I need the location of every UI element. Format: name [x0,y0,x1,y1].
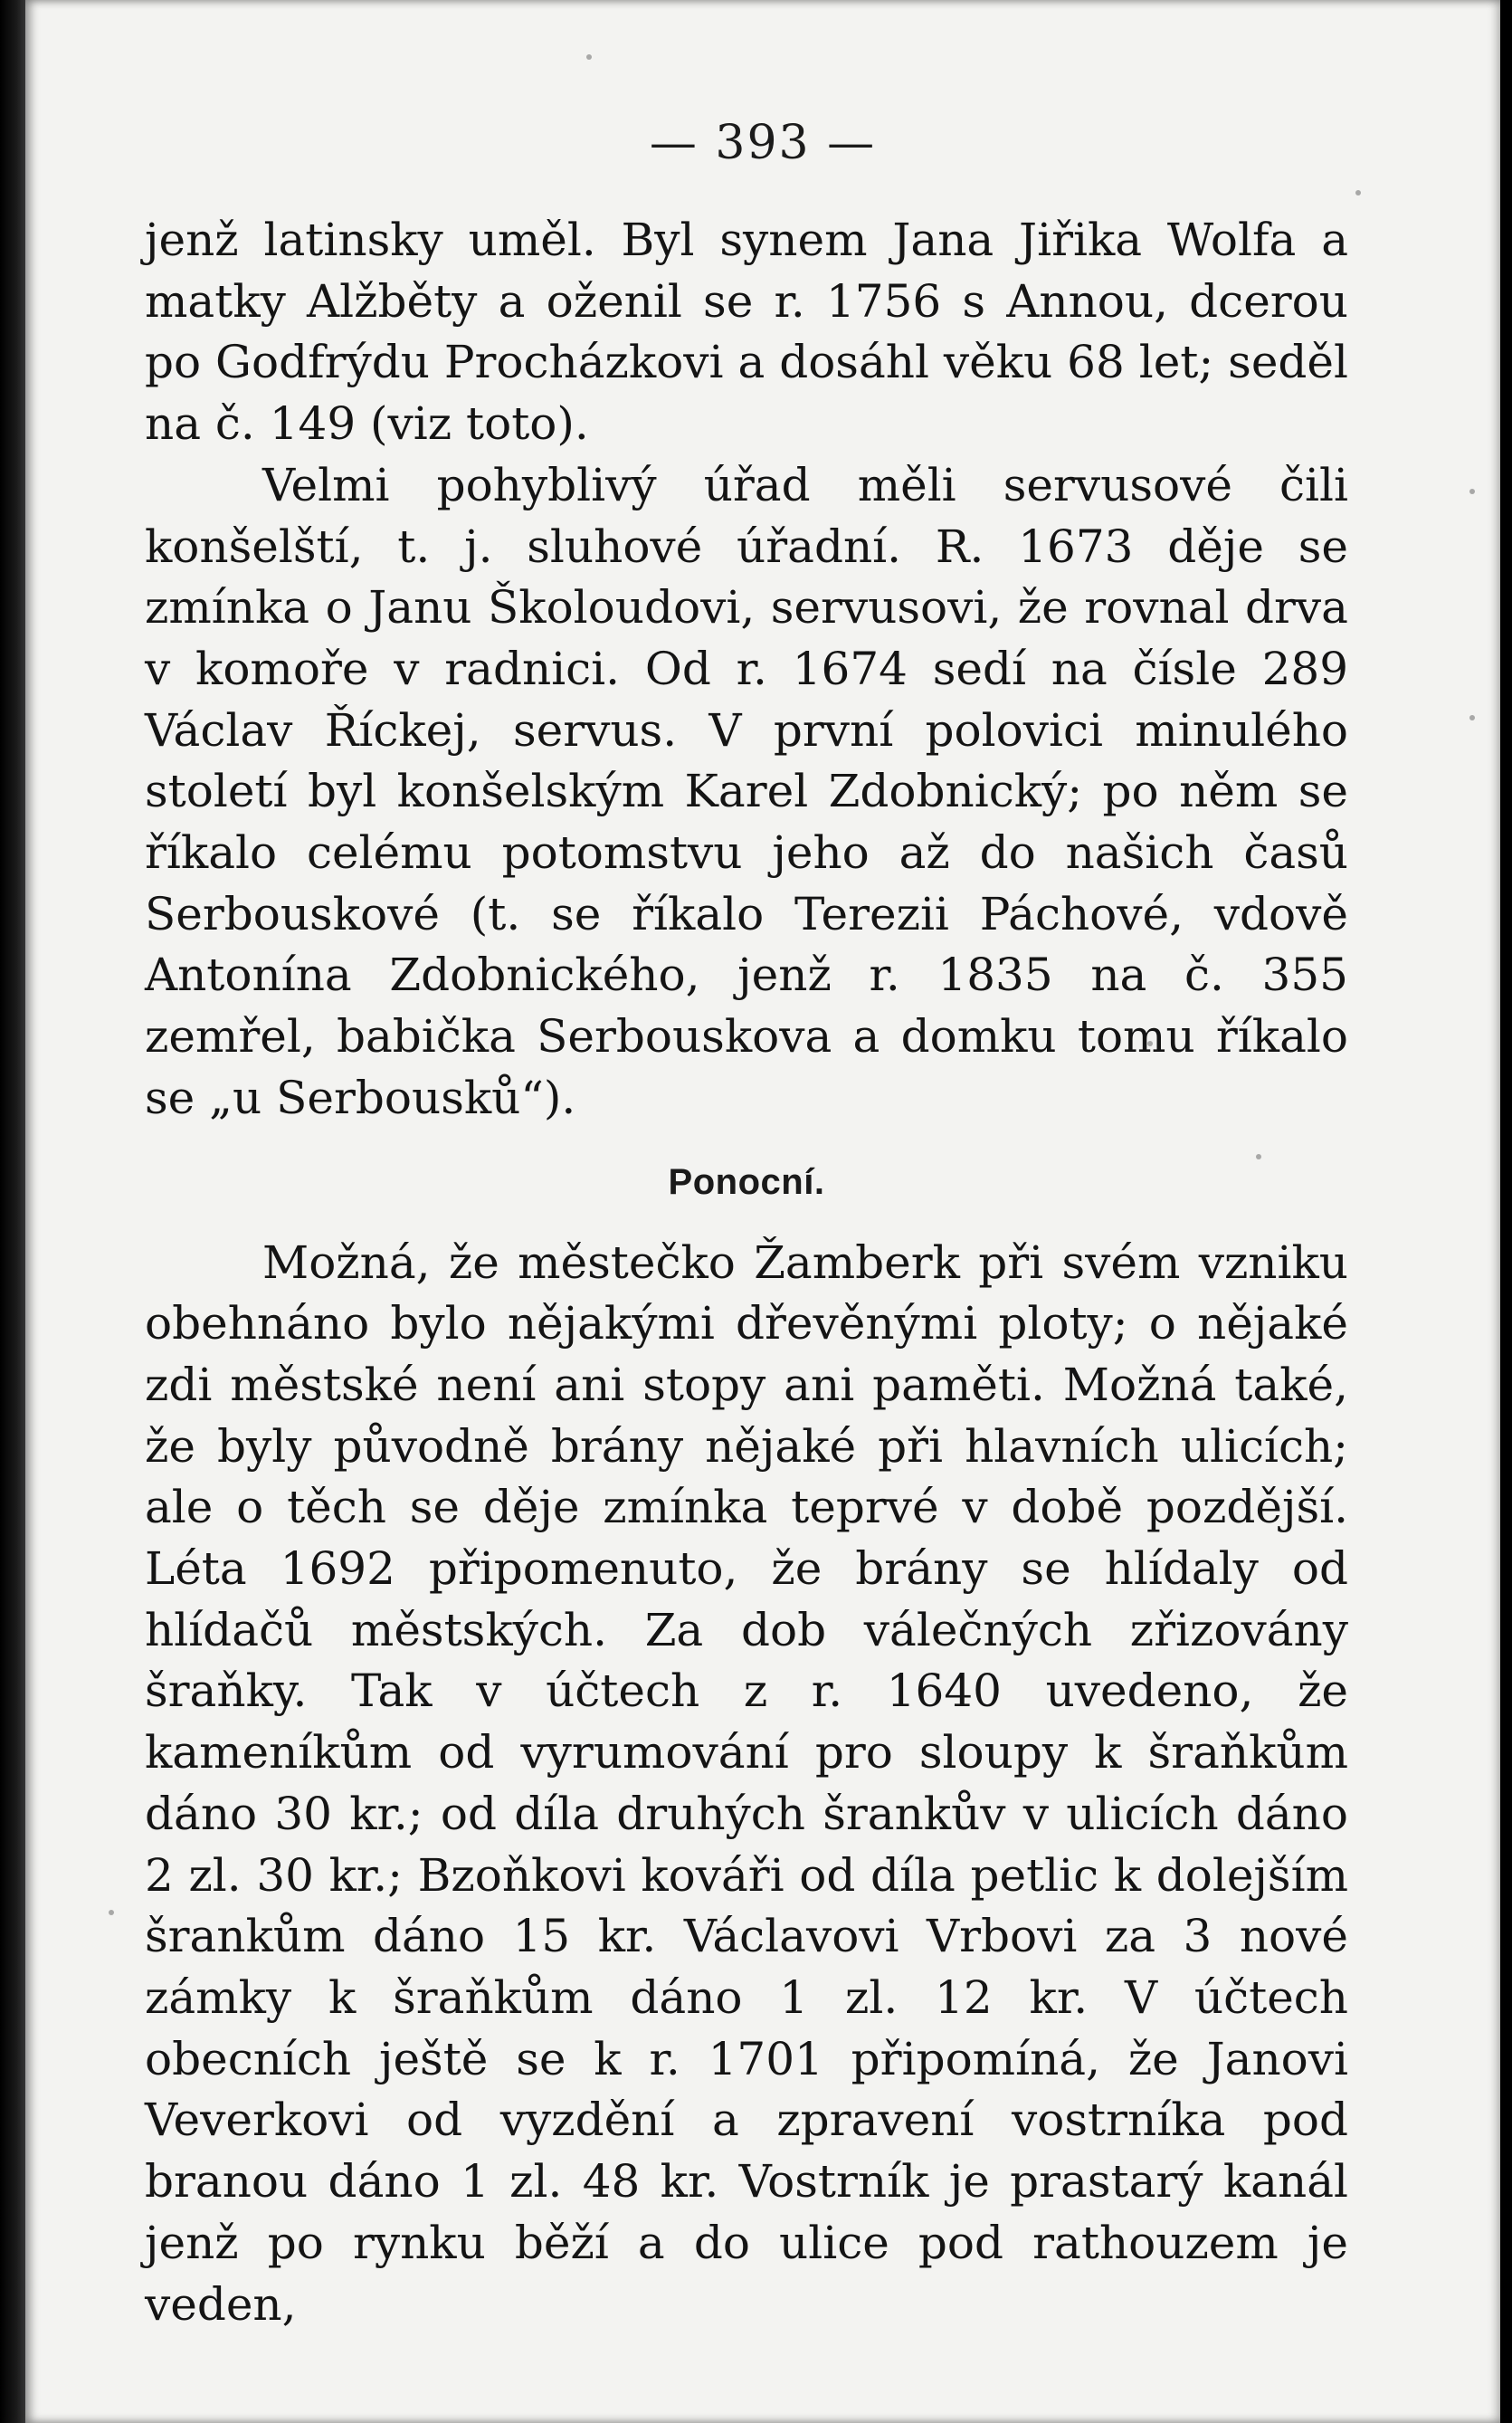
paragraph-1: jenž latinsky uměl. Byl synem Jana Jiřika Wolfa a matky Alžběty a oženil se r. 1756 s Annou, dcerou po Godfrýdu Procházkovi a dosáhl věku 68 let; seděl na č. 149 (viz toto). [145,214,1348,451]
scan-speck [586,54,592,60]
section-title: Ponocní. [668,1161,825,1202]
page-number-header: — 393 — [649,116,877,170]
body-text [145,210,1348,2335]
section-paragraph: Možná, že městečko Žamberk při svém vzniku obehnáno bylo nějakými dřevěnými ploty; o nějaké zdi městské není ani stopy ani paměti. Možná také, že byly původně brány nějaké při hlavních ulicích; ale o těch se děje zmínka teprvé v době pozdější. Léta 1692 připomenuto, že brány se hlídaly od hlídačů městských. Za dob válečných zřizovány šraňky. Tak v účtech z r. 1640 uvedeno, že kameníkům od vyrumování pro sloupy k šraňkům dáno 30 kr.; od díla druhých šrankův v ulicích dáno 2 zl. 30 kr.; Bzoňkovi kováři od díla petlic k dolejším šrankům dáno 15 kr. Václavovi Vrbovi za 3 nové zámky k šraňkům dáno 1 zl. 12 kr. V účtech obecních ještě se k r. 1701 připomíná, že Janovi Veverkovi od vyzdění a zpravení vostrníka pod branou dáno 1 zl. 48 kr. Vostrník je prastarý kanál jenž po rynku běží a do ulice pod rathouzem je veden, [145,1235,1348,2331]
scan-speck [1355,190,1361,196]
scan-speck [109,1910,114,1915]
book-page [25,0,1500,2423]
scan-edge-left [0,0,27,2423]
paragraph-2: Velmi pohyblivý úřad měli servusové čili konšelští, t. j. sluhové úřadní. R. 1673 děje se zmínka o Janu Školoudovi, servusovi, že rovnal drva v komoře v radnici. Od r. 1674 sedí na čísle 289 Václav Říckej, servus. V první polovici minulého století byl konšelským Karel Zdobnický; po něm se říkalo celému potomstvu jeho až do našich časů Serbouskové (t. se říkalo Terezii Páchové, vdově Antonína Zdobnického, jenž r. 1835 na č. 355 zemřel, babička Serbouskova a domku tomu říkalo se „u Serbousků“). [145,458,1348,1124]
scan-speck [1469,489,1475,494]
scan-speck [1469,715,1475,720]
